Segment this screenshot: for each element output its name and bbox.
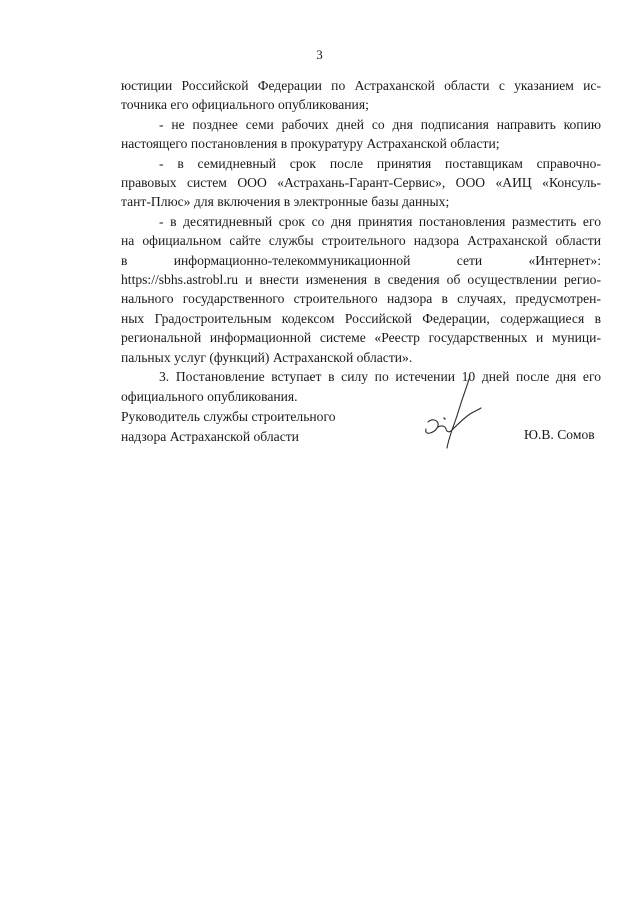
handwritten-signature: [418, 372, 488, 452]
body-line: юстиции Российской Федерации по Астраханской области с указанием ис-: [121, 78, 601, 93]
body-line: пальных услуг (функций) Астраханской области».: [121, 349, 413, 365]
body-line: правовых систем ООО «Астрахань-Гарант-Сервис», ООО «АИЦ «Консуль-: [121, 175, 601, 191]
document-body: [121, 76, 601, 406]
body-line: на официальном сайте службы строительного надзора Астраханской области: [121, 233, 601, 249]
body-line: ных Градостроительным кодексом Российской Федерации, содержащиеся в: [121, 310, 601, 326]
page-number: 3: [316, 47, 323, 62]
signatory-position-line: Руководитель службы строительного: [121, 409, 336, 424]
body-line: официального опубликования.: [121, 388, 298, 404]
list-item-line: - не позднее семи рабочих дней со дня подписания направить копию: [159, 116, 601, 132]
body-line: https://sbhs.astrobl.ru и внести изменения в сведения об осуществлении регио-: [121, 272, 601, 288]
signatory-position: [121, 407, 336, 447]
signatory-name: Ю.В. Сомов: [524, 427, 595, 442]
body-line: нального государственного строительного надзора в случаях, предусмотрен-: [121, 291, 601, 307]
body-line: точника его официального опубликования;: [121, 97, 369, 113]
body-line: тант-Плюс» для включения в электронные базы данных;: [121, 194, 450, 210]
list-item-line: - в десятидневный срок со дня принятия постановления разместить его: [159, 213, 601, 229]
list-item-line: - в семидневный срок после принятия поставщикам справочно-: [159, 155, 601, 171]
body-line: региональной информационной системе «Реестр государственных и муници-: [121, 330, 601, 346]
paragraph-item-line: 3. Постановление вступает в силу по истечении 10 дней после дня его: [159, 369, 601, 385]
body-line: настоящего постановления в прокуратуру Астраханской области;: [121, 136, 500, 152]
body-line: в информационно-телекоммуникационной сети «Интернет»:: [121, 252, 601, 268]
signatory-position-line: надзора Астраханской области: [121, 429, 299, 444]
